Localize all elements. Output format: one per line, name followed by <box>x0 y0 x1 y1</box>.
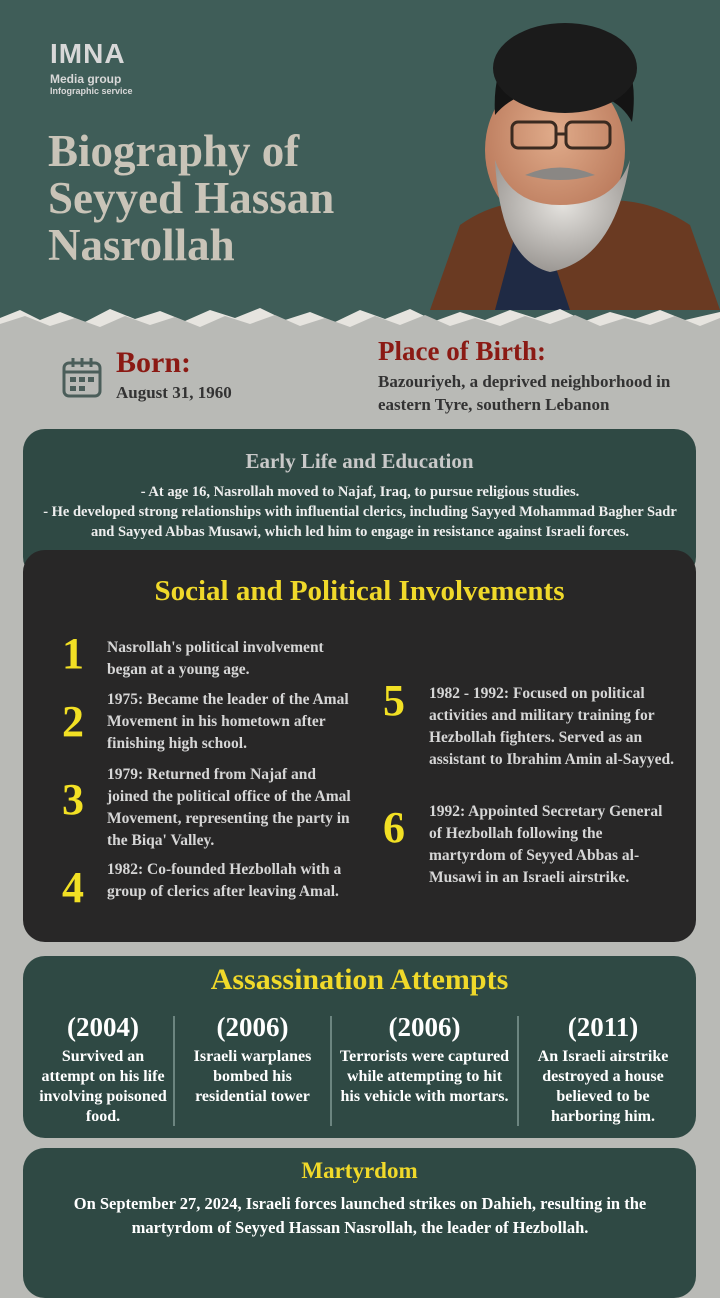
martyrdom-text: On September 27, 2024, Israeli forces launched strikes on Dahieh, resulting in the martyrdom of Seyyed Hassan Nasrollah, the leader of Hezbollah. <box>73 1194 647 1237</box>
item-number: 1 <box>62 629 84 678</box>
torn-paper-edge <box>0 300 720 340</box>
attempt-year: (2006) <box>388 1012 461 1042</box>
item-text: 1992: Appointed Secretary General of Hezbollah following the martyrdom of Seyyed Abbas al-Musawi in an Israeli airstrike. <box>429 803 663 886</box>
item-number: 5 <box>383 676 405 725</box>
logo-subtitle: Media group <box>50 72 122 86</box>
logo-tagline: Infographic service <box>50 86 133 96</box>
early-life-line-1: - At age 16, Nasrollah moved to Najaf, Iraq, to pursue religious studies. <box>140 484 580 500</box>
early-life-line-2: - He developed strong relationships with influential clerics, including Sayyed Mohammad Bagher Sadr and Sayyed Abbas Musawi, which led him to engage in resistance against Israeli forces. <box>43 504 677 540</box>
logo-word: IMNA <box>50 38 126 69</box>
social-political-title: Social and Political Involvements <box>154 575 565 607</box>
item-number: 3 <box>62 775 84 824</box>
title-line-3: Nasrollah <box>48 220 235 270</box>
title-line-1: Biography of <box>48 126 300 176</box>
born-date: August 31, 1960 <box>116 383 232 402</box>
early-life-title: Early Life and Education <box>245 449 474 473</box>
attempt-year: (2011) <box>567 1012 639 1042</box>
divider <box>173 1016 175 1126</box>
calendar-icon <box>62 356 102 398</box>
item-number: 2 <box>62 697 84 746</box>
item-text: 1982: Co-founded Hezbollah with a group of clerics after leaving Amal. <box>107 861 342 900</box>
place-of-birth-text: Bazouriyeh, a deprived neighborhood in eastern Tyre, southern Lebanon <box>378 372 671 414</box>
attempt-text: Terrorists were captured while attempting to hit his vehicle with mortars. <box>339 1048 510 1105</box>
attempt-year: (2004) <box>67 1012 139 1042</box>
attempt-text: Israeli warplanes bombed his residential tower <box>193 1048 312 1105</box>
born-label: Born: <box>116 346 191 379</box>
divider <box>517 1016 519 1126</box>
item-number: 4 <box>62 863 84 912</box>
divider <box>330 1016 332 1126</box>
early-life-text <box>30 482 690 542</box>
item-text: 1979: Returned from Najaf and joined the political office of the Amal Movement, representing the party in the Biqa' Valley. <box>107 766 351 849</box>
title-line-2: Seyyed Hassan <box>48 173 335 223</box>
page-title <box>48 128 408 269</box>
item-text: 1975: Became the leader of the Amal Movement in his hometown after finishing high school. <box>107 691 349 752</box>
item-text: Nasrollah's political involvement began at a young age. <box>107 639 324 678</box>
attempt-text: Survived an attempt on his life involving poisoned food. <box>39 1048 167 1125</box>
attempt-text: An Israeli airstrike destroyed a house believed to be harboring him. <box>537 1048 669 1125</box>
martyrdom-title: Martyrdom <box>301 1158 418 1183</box>
assassination-title: Assassination Attempts <box>210 963 509 996</box>
portrait-image <box>400 10 720 310</box>
item-number: 6 <box>383 803 405 852</box>
item-text: 1982 - 1992: Focused on political activities and military training for Hezbollah fighters. Served as an assistant to Ibrahim Amin al-Sayyed. <box>429 685 675 768</box>
attempt-year: (2006) <box>216 1012 289 1042</box>
place-of-birth-label: Place of Birth: <box>378 336 546 366</box>
logo <box>50 38 133 96</box>
